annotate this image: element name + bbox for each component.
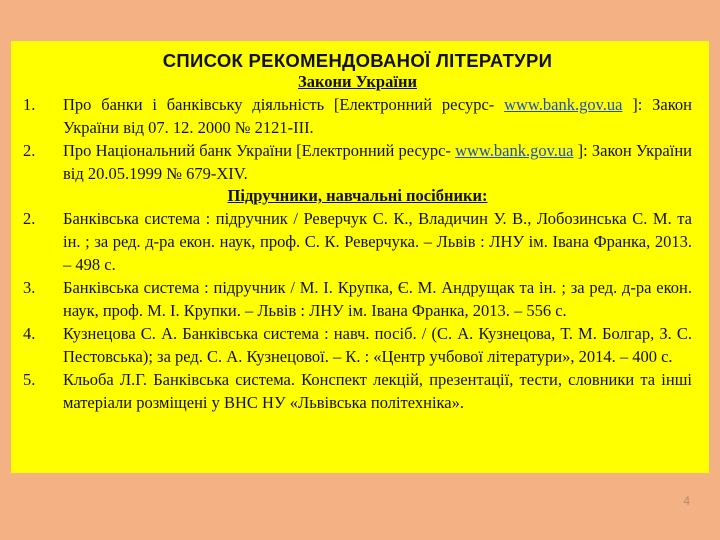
item-text-end: ]: Закон України від 20.05.1999 № 679-XIV.	[63, 141, 692, 183]
item-number: 4.	[23, 324, 36, 343]
list-item	[23, 207, 692, 276]
list-item	[23, 139, 692, 185]
list-item	[23, 368, 692, 414]
slide-content	[11, 41, 709, 473]
list-item	[23, 276, 692, 322]
item-number: 5.	[23, 370, 36, 389]
item-number: 1.	[23, 95, 36, 114]
item-text: Про Національний банк України [Електронний ресурс-	[63, 141, 451, 160]
bank-gov-link[interactable]: www.bank.gov.ua	[455, 141, 574, 160]
item-text: Банківська система : підручник / Реверчук С. К., Владичин У. В., Лобозинська С. М. та ін. ; за ред. д-ра екон. наук, проф. С. К. Реверчука. – Львів : ЛНУ ім. Івана Франка, 2013. – 498 с.	[63, 209, 692, 274]
section-heading-laws: Закони України	[298, 72, 417, 91]
list-item	[23, 322, 692, 368]
list-item	[23, 93, 692, 139]
item-number: 3.	[23, 278, 36, 297]
item-number: 2.	[23, 209, 36, 228]
item-text: Банківська система : підручник / М. І. Крупка, Є. М. Андрущак та ін. ; за ред. д-ра екон. наук, проф. М. І. Крупки. – Львів : ЛНУ ім. Івана Франка, 2013. – 556 с.	[63, 278, 692, 320]
item-text: Кузнецова С. А. Банківська система : навч. посіб. / (С. А. Кузнецова, Т. М. Болгар, З. С. Пестовська); за ред. С. А. Кузнецової. – К. : «Центр учбової літератури», 2014. – 400 с.	[63, 324, 692, 366]
item-text: Кльоба Л.Г. Банківська система. Конспект лекцій, презентації, тести, словники та інші матеріали розміщені у ВНС НУ «Львівська політехніка».	[63, 370, 692, 412]
item-text-end: ]: Закон України від 07. 12. 2000 № 2121-ІІІ.	[63, 95, 692, 137]
bank-gov-link[interactable]: www.bank.gov.ua	[504, 95, 623, 114]
page-number: 4	[683, 494, 690, 508]
item-text: Про банки і банківську діяльність [Електронний ресурс-	[63, 95, 495, 114]
section-heading-textbooks: Підручники, навчальні посібники:	[227, 186, 488, 205]
item-number: 2.	[23, 141, 36, 160]
page-title: СПИСОК РЕКОМЕНДОВАНОЇ ЛІТЕРАТУРИ	[162, 50, 553, 71]
